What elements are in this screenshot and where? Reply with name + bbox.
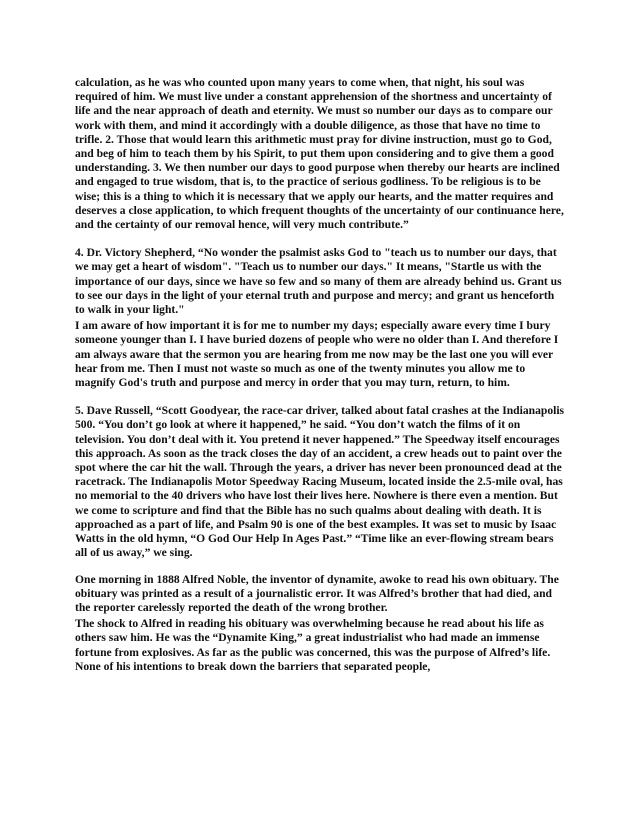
paragraph-noble-obituary: One morning in 1888 Alfred Noble, the inventor of dynamite, awoke to read his own obituary. The obituary was printed as a result of a journalistic error. It was Alfred’s brother that had died, and the reporter carelessly reported the death of the wrong brother. xyxy=(75,572,559,614)
paragraph-noble-shock: The shock to Alfred in reading his obituary was overwhelming because he read about his life as others saw him. He was the “Dynamite King,” a great industrialist who had made an immense fortune from explosives. As far as the public was concerned, this was the purpose of Alfred’s life. None of his intentions to break down the barriers that separated people, xyxy=(75,617,551,673)
document-page xyxy=(75,76,565,674)
paragraph-number-my-days: I am aware of how important it is for me to number my days; especially aware every time I bury someone younger than I. I have buried dozens of people who were no older than I. And therefore I am always aware that the sermon you are hearing from me now may be the last one you will ever hear from me. Then I must not waste so much as one of the twenty minutes you allow me to magnify God's truth and purpose and mercy in order that you may turn, return, to him. xyxy=(75,319,559,390)
paragraph-shepherd-quote: 4. Dr. Victory Shepherd, “No wonder the psalmist asks God to "teach us to number our days, that we may get a heart of wisdom". "Teach us to number our days." It means, "Startle us with the importance of our days, since we have so few and so many of them are already behind us. Grant us to see our days in the light of your eternal truth and purpose and mercy; and grant us henceforth to walk in your light." xyxy=(75,246,562,317)
paragraph-commentary-continuation: calculation, as he was who counted upon many years to come when, that night, his soul was required of him. We must live under a constant apprehension of the shortness and uncertainty of life and the near approach of death and eternity. We must so number our days as to compare our work with them, and mind it accordingly with a double diligence, as those that have no time to trifle. 2. Those that would learn this arithmetic must pray for divine instruction, must go to God, and beg of him to teach them by his Spirit, to put them upon considering and to give them a good understanding. 3. We then number our days to good purpose when thereby our hearts are inclined and engaged to true wisdom, that is, to the practice of serious godliness. To be religious is to be wise; this is a thing to which it is necessary that we apply our hearts, and the matter requires and deserves a close application, to which frequent thoughts of the uncertainty of our continuance here, and the certainty of our removal hence, will very much contribute.” xyxy=(75,76,564,232)
paragraph-russell-quote: 5. Dave Russell, “Scott Goodyear, the race-car driver, talked about fatal crashes at the Indianapolis 500. “You don’t go look at where it happened,” he said. “You don’t watch the films of it on television. You don’t deal with it. You pretend it never happened.” The Speedway itself encourages this approach. As soon as the track closes the day of an accident, a crew heads out to paint over the spot where the car hit the wall. Through the years, a driver has never been pronounced dead at the racetrack. The Indianapolis Motor Speedway Racing Museum, located inside the 2.5-mile oval, has no memorial to the 40 drivers who have lost their lives here. Nowhere is there even a mention. But we come to scripture and find that the Bible has no such qualms about dealing with death. It is approached as a part of life, and Psalm 90 is one of the best examples. It was set to music by Isaac Watts in the old hymn, “O God Our Help In Ages Past.” “Time like an ever-flowing stream bears all of us away,” we sing. xyxy=(75,404,565,560)
